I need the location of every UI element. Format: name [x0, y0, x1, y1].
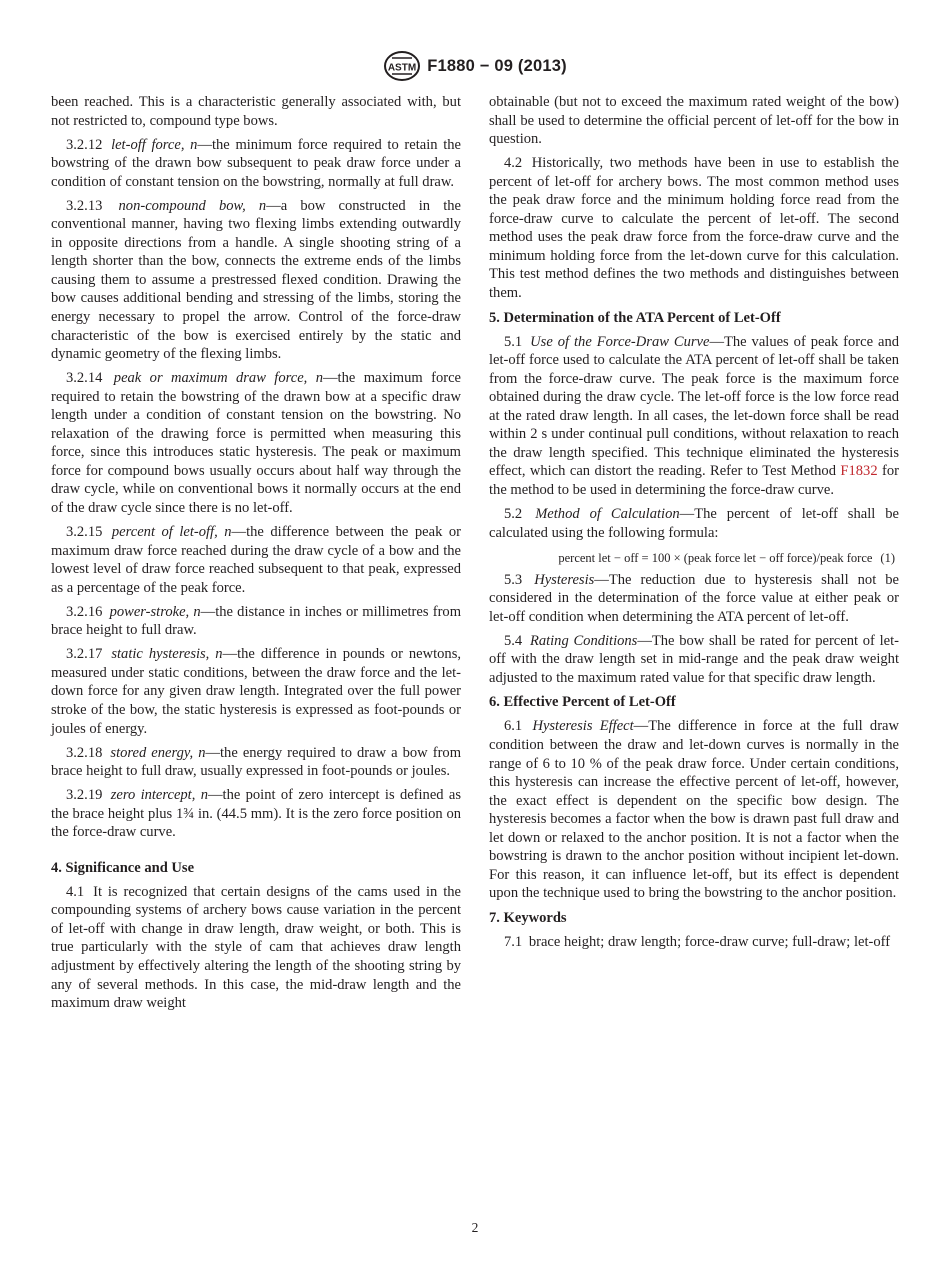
equation-number: (1) [880, 550, 895, 565]
definition-3-2-14: 3.2.14 peak or maximum draw force, n—the maximum force required to retain the bowstring of the drawn bow at a specific draw length under a condition of constant tension on the bowstring. No relaxation of the drawing force is permitted when measuring this force, since this introduces static hysteresis. The peak or maximum force for compound bows usually occurs about half way through the draw cycle, while on conventional bows it normally occurs at the end of the draw cycle since there is no let-off. [51, 370, 461, 516]
continuation-paragraph: obtainable (but not to exceed the maximum rated weight of the bow) shall be used to determine the official percent of let-off for the bow in question. [489, 94, 899, 148]
section-heading-7: 7. Keywords [489, 909, 567, 926]
page-number: 2 [471, 1220, 479, 1235]
paragraph-5-3: 5.3 Hysteresis—The reduction due to hysteresis shall not be considered in the determination of the force value at either peak or let-off condition when determining the ATA percent of let-off. [489, 571, 899, 625]
definition-3-2-15: 3.2.15 percent of let-off, n—the difference between the peak or maximum draw force reached during the draw cycle of a bow and the lowest level of draw force reached subsequent to that peak, expressed as a percentage of the peak force. [51, 524, 461, 596]
paragraph-4-1: 4.1 It is recognized that certain designs of the cams used in the compounding systems of archery bows cause variation in the percent of let-off with change in draw length, draw weight, or both. This is true particularly with the style of cam that achieves draw length adjustment by effectively altering the length of the shooting string by any of several methods. In this case, the mid-draw length and the maximum draw weight [51, 883, 461, 1012]
section-heading-5: 5. Determination of the ATA Percent of Let-Off [489, 309, 781, 326]
definition-3-2-18: 3.2.18 stored energy, n—the energy required to draw a bow from brace height to full draw, usually expressed in foot-pounds or joules. [51, 744, 462, 780]
paragraph-5-1: 5.1 Use of the Force-Draw Curve—The values of peak force and let-off force used to calculate the ATA percent of let-off shall be taken from the force-draw curve. The peak force is the maximum force obtained during the draw cycle. The let-off force is the low force read at the rated draw length. In all cases, the let-down force shall be read within 2 s under continual pull conditions, without relaxation to reach the draw length specified. This technique eliminated the hysteresis effect, which can distort the reading. Refer to Test Method F1832 for the method to be used in determining the force-draw curve. [489, 333, 900, 498]
paragraph-7-1: 7.1 brace height; draw length; force-draw curve; full-draw; let-off [504, 933, 891, 950]
svg-text:ASTM: ASTM [388, 62, 417, 74]
paragraph-6-1: 6.1 Hysteresis Effect—The difference in force at the full draw condition between the draw and let-down curves is normally in the range of 6 to 10 % of the peak draw force. Under certain conditions, this hysteresis can increase the effective percent of let-off, however, the exact effect is dependent on the specific bow design. The hysteresis becomes a factor when the bow is drawn past full draw and let down or relaxed to the anchor position. It is not a factor when the bowstring is drawn to the anchor position without incipient let-down. For this reason, it can influence let-off, but its effect is dependent upon the technique used to bring the bowstring to the anchor position. [489, 718, 899, 902]
left-column [51, 93, 461, 1018]
definition-3-2-16: 3.2.16 power-stroke, n—the distance in inches or millimetres from brace height to full draw. [51, 603, 462, 639]
definition-3-2-17: 3.2.17 static hysteresis, n—the difference in pounds or newtons, measured under static conditions, between the draw force and the let-down force for any given draw length. Integrated over the full power stroke of the bow, the static hysteresis is expressed as foot-pounds or joules of energy. [51, 646, 462, 737]
section-heading-6: 6. Effective Percent of Let-Off [489, 694, 676, 711]
paragraph-5-2: 5.2 Method of Calculation—The percent of let-off shall be calculated using the following formula: [489, 505, 900, 541]
definition-3-2-13: 3.2.13 non-compound bow, n—a bow constructed in the conventional manner, having two flexing limbs extending outwardly in opposite directions from a handle. A single shooting string of a length shorter than the bow, connects the extreme ends of the limbs causing them to assume a prestressed flexed condition. Drawing the bow causes additional bending and stressing of the limbs, storing the energy necessary to propel the arrow. Control of the force-draw characteristic of the bow is exercised entirely by the static and dynamic geometry of the flexing limbs. [51, 197, 461, 363]
paragraph-5-4: 5.4 Rating Conditions—The bow shall be rated for percent of let-off with the draw length set in mid-range and the peak draw weight adjusted to the maximum rated value for that specific draw length. [489, 632, 899, 686]
f1832-reference-link[interactable]: F1832 [840, 463, 878, 480]
definition-3-2-12: 3.2.12 let-off force, n—the minimum force required to retain the bowstring of the drawn bow subsequent to peak draw force under a condition of constant tension on the bowstring, normally at full draw. [51, 136, 461, 190]
let-off-formula [489, 548, 899, 568]
formula-expression: percent let − off = 100 × (peak force let − off force)/peak force [558, 550, 873, 565]
section-heading-4: 4. Significance and Use [51, 859, 195, 876]
document-designation: F1880 − 09 (2013) [427, 56, 567, 75]
right-column [489, 93, 899, 957]
definition-3-2-19: 3.2.19 zero intercept, n—the point of zero intercept is defined as the brace height plus 1¾ in. (44.5 mm). It is the zero force position on the force-draw curve. [51, 787, 462, 841]
paragraph-4-2: 4.2 Historically, two methods have been in use to establish the percent of let-off for archery bows. The most common method uses the peak draw force and the minimum holding force read from the force-draw curve to calculate the percent of let-off. The second method uses the peak draw force from the force-draw curve and the minimum holding force from the let-down curve for this calculation. This test method defines the two methods and distinguishes between them. [489, 155, 899, 301]
continuation-paragraph: been reached. This is a characteristic generally associated with, but not restricted to, compound type bows. [51, 94, 461, 129]
astm-logo-icon [383, 50, 421, 82]
page-header [0, 50, 950, 82]
